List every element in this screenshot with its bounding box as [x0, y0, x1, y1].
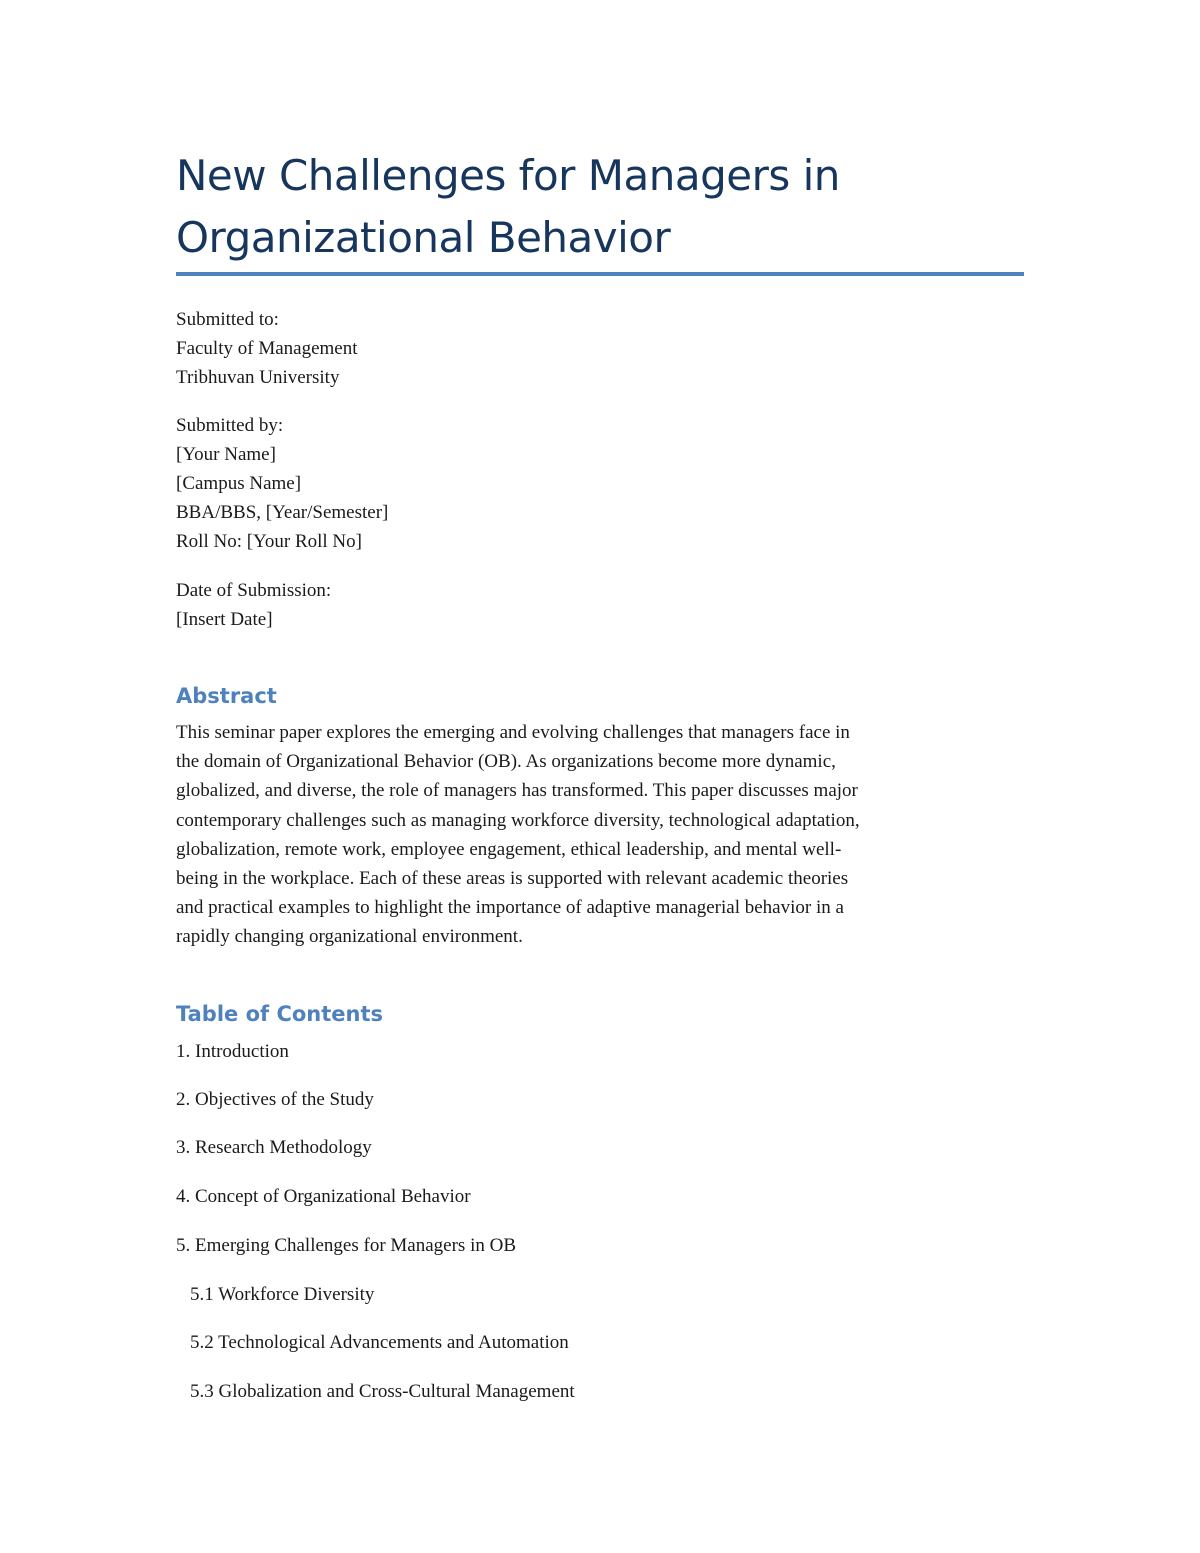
- abstract-line: the domain of Organizational Behavior (OB). As organizations become more dynamic,: [176, 751, 836, 773]
- program-year: BBA/BBS, [Year/Semester]: [176, 502, 389, 523]
- abstract-paragraph: [176, 718, 1006, 952]
- document-title: [176, 145, 1026, 269]
- toc-item-workforce-diversity[interactable]: 5.1 Workforce Diversity: [190, 1284, 375, 1305]
- abstract-line: being in the workplace. Each of these areas is supported with relevant academic theories: [176, 868, 849, 890]
- submission-date-value: [Insert Date]: [176, 609, 273, 630]
- submitted-to-label: Submitted to:: [176, 309, 279, 330]
- toc-item-introduction[interactable]: 1. Introduction: [176, 1041, 289, 1062]
- toc-item-concept-ob[interactable]: 4. Concept of Organizational Behavior: [176, 1186, 471, 1207]
- abstract-line: globalization, remote work, employee engagement, ethical leadership, and mental well-: [176, 838, 842, 860]
- submitted-by-block: [176, 411, 388, 556]
- submitted-by-label: Submitted by:: [176, 415, 284, 436]
- submitted-to-line-1: Faculty of Management: [176, 338, 358, 359]
- toc-item-globalization[interactable]: 5.3 Globalization and Cross-Cultural Management: [190, 1381, 575, 1402]
- abstract-line: and practical examples to highlight the importance of adaptive managerial behavior in a: [176, 897, 844, 919]
- student-name: [Your Name]: [176, 444, 276, 465]
- toc-heading: Table of Contents: [176, 1002, 384, 1026]
- title-underline-divider: [176, 272, 1024, 276]
- toc-item-technological-advancements[interactable]: 5.2 Technological Advancements and Automation: [190, 1332, 569, 1353]
- submitted-to-block: [176, 305, 358, 392]
- abstract-heading: Abstract: [176, 684, 277, 708]
- toc-item-methodology[interactable]: 3. Research Methodology: [176, 1137, 372, 1158]
- roll-number: Roll No: [Your Roll No]: [176, 531, 362, 552]
- submitted-to-line-2: Tribhuvan University: [176, 367, 340, 388]
- campus-name: [Campus Name]: [176, 473, 302, 494]
- title-line-1: New Challenges for Managers in: [176, 151, 840, 200]
- title-line-2: Organizational Behavior: [176, 213, 671, 262]
- abstract-line: globalized, and diverse, the role of managers has transformed. This paper discusses major: [176, 780, 858, 802]
- abstract-line: This seminar paper explores the emerging and evolving challenges that managers face in: [176, 722, 850, 743]
- submission-date-label: Date of Submission:: [176, 580, 332, 601]
- submission-date-block: [176, 576, 331, 634]
- abstract-line: rapidly changing organizational environment.: [176, 926, 523, 948]
- abstract-line: contemporary challenges such as managing workforce diversity, technological adaptation,: [176, 809, 860, 831]
- toc-item-emerging-challenges[interactable]: 5. Emerging Challenges for Managers in OB: [176, 1235, 516, 1256]
- toc-item-objectives[interactable]: 2. Objectives of the Study: [176, 1089, 374, 1110]
